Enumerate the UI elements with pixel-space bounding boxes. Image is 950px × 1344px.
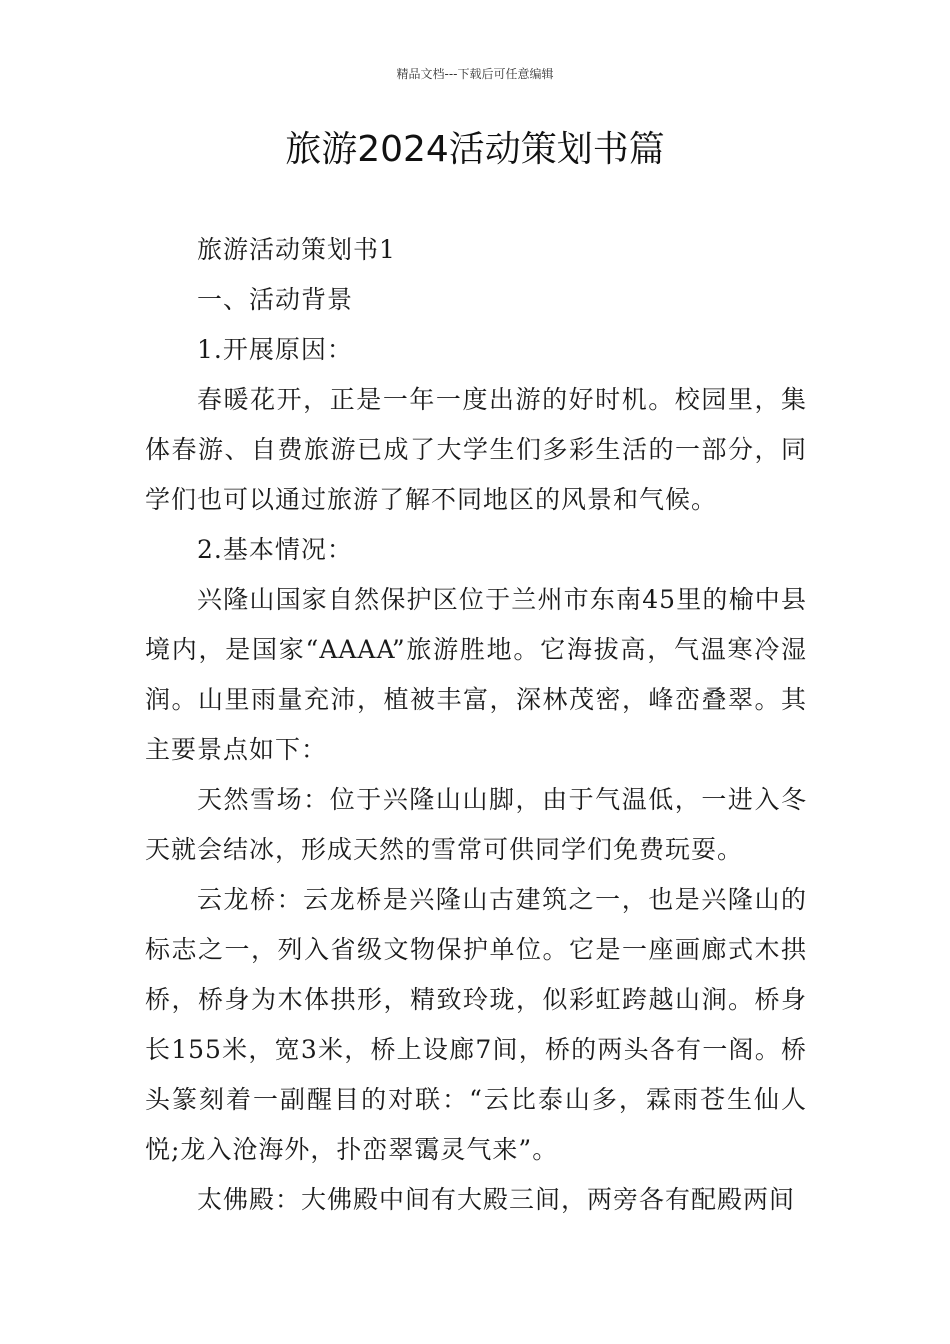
document-title: 旅游2024活动策划书篇	[285, 129, 665, 170]
section-heading: 旅游活动策划书1	[197, 235, 396, 264]
header-note: 精品文档---下载后可任意编辑	[396, 67, 554, 81]
section-heading: 一、活动背景	[197, 285, 354, 314]
body-paragraph: 春暖花开，正是一年一度出游的好时机。校园里，集体春游、自费旅游已成了大学生们多彩生活的一部分，同学们也可以通过旅游了解不同地区的风景和气候。	[145, 385, 807, 514]
subsection-heading: 1.开展原因：	[197, 335, 353, 364]
document-body	[145, 225, 807, 1225]
body-paragraph: 太佛殿：大佛殿中间有大殿三间，两旁各有配殿两间	[197, 1185, 796, 1214]
body-paragraph: 兴隆山国家自然保护区位于兰州市东南45里的榆中县境内，是国家“AAAA”旅游胜地。它海拔高，气温寒冷湿润。山里雨量充沛，植被丰富，深林茂密，峰峦叠翠。其主要景点如下：	[145, 585, 807, 764]
body-paragraph: 天然雪场：位于兴隆山山脚，由于气温低，一进入冬天就会结冰，形成天然的雪常可供同学们免费玩耍。	[145, 785, 807, 864]
body-paragraph: 云龙桥：云龙桥是兴隆山古建筑之一，也是兴隆山的标志之一，列入省级文物保护单位。它是一座画廊式木拱桥，桥身为木体拱形，精致玲珑，似彩虹跨越山涧。桥身长155米，宽3米，桥上设廊7间，桥的两头各有一阁。桥头篆刻着一副醒目的对联：“云比泰山多，霖雨苍生仙人悦;龙入沧海外，扑峦翠霭灵气来”。	[145, 885, 807, 1164]
subsection-heading: 2.基本情况：	[197, 535, 353, 564]
